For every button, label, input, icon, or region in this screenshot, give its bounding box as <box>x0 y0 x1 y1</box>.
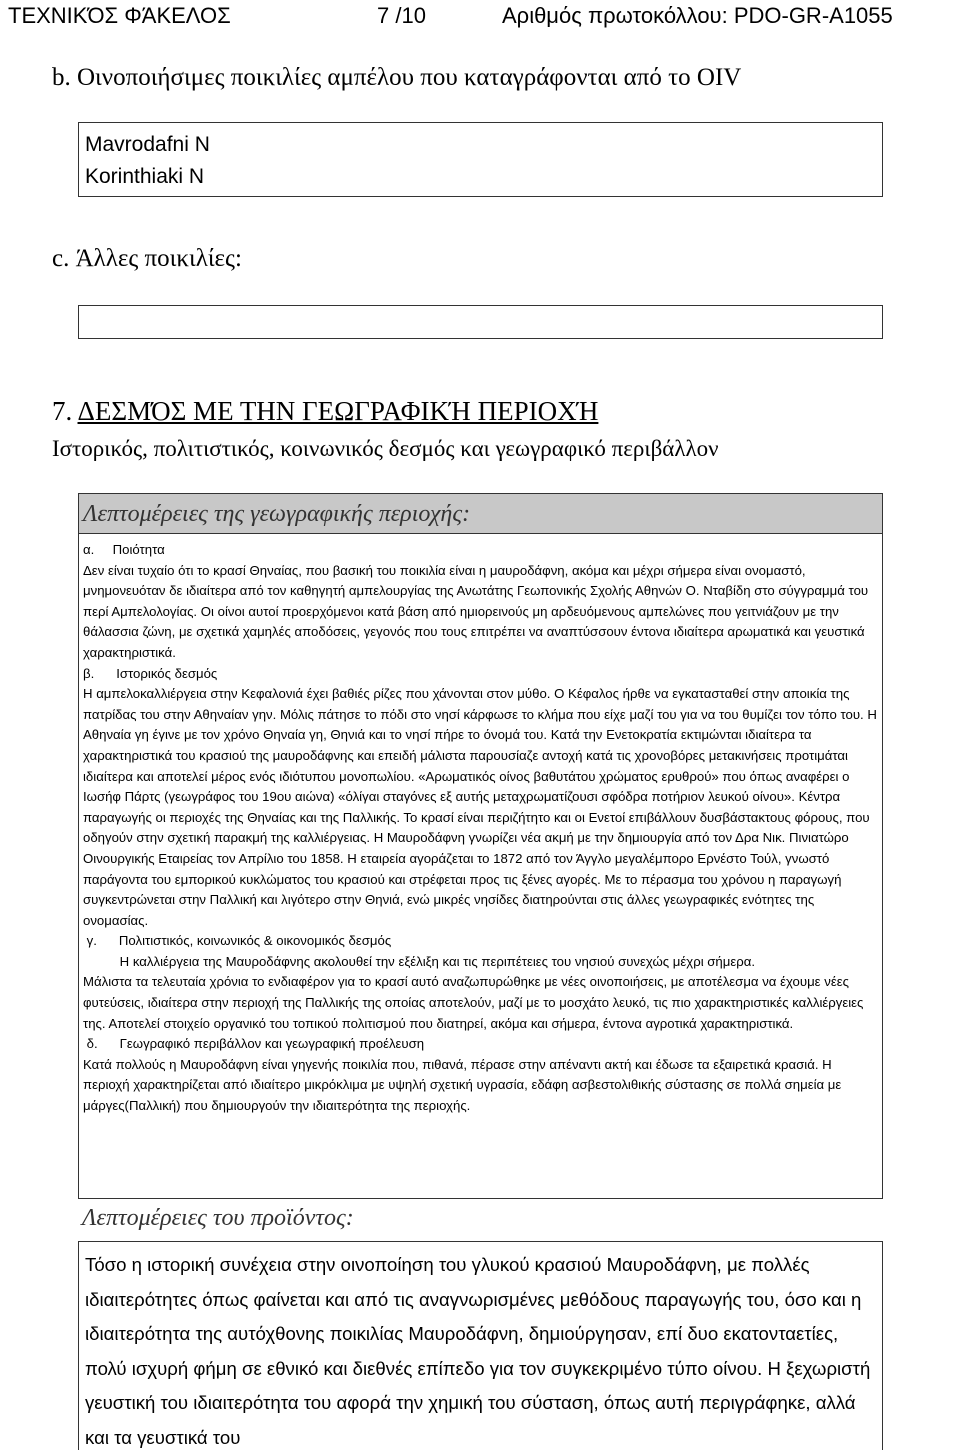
section-7-subtitle: Ιστορικός, πολιτιστικός, κοινωνικός δεσμός και γεωγραφικό περιβάλλον <box>52 436 719 461</box>
product-details-header: Λεπτομέρειες του προϊόντος: <box>82 1205 354 1231</box>
product-details-text: Τόσο η ιστορική συνέχεια στην οινοποίηση του γλυκού κρασιού Μαυροδάφνη, με πολλές ιδιαιτερότητες όπως φαίνεται και από τις αναγνωρισμένες μεθόδους παραγωγής του, όσο και η ιδιαιτερότητα της αυτόχθονης ποικιλίας Μαυροδάφνη, δημιούργησαν, επί δυο εκατονταετίες, πολύ ισχυρή φήμη σε εθνικό και διεθνές επίπεδο για τον συγκεκριμένο τύπο οίνου. Η ξεχωριστή γευστική του ιδιαιτερότητα του αφορά την χημική του σύσταση, όπως αυτή περιγράφηκε, αλλά και τα γευστικά του <box>85 1254 871 1448</box>
quality-label: α. Ποιότητα <box>83 542 165 557</box>
geographic-area-box <box>78 493 883 1199</box>
cultural-link-label: γ. Πολιτιστικός, κοινωνικός & οικονομικός δεσμός <box>83 933 392 949</box>
geographic-area-body <box>79 534 882 1117</box>
variety-item: Mavrodafni N <box>85 133 210 156</box>
quality-text: Δεν είναι τυχαίο ότι το κρασί Θηναίας, που βασική του ποικιλία είναι η μαυροδάφνη, ακόμα και μέχρι σήμερα είναι ονομαστό, μνημονευόταν δε ιδιαίτερα από τον καθηγητή αμπελουργίας της Ανωτάτης Γεωπονικής Σχολής Αθηνών Ο. Νταβίδη στο σύγγραμμά του περί Αμπελολογίας. Οι οίνοι αυτοί προερχόμενοι κατά βάση από ημιορεινούς μη αρδευόμενους αμπελώνες που γειτνιάζουν με την θάλασσια ζώνη, με σχετικά χαμηλές αποδόσεις, γεγονός που τους επιτρέπει να αναπτύσσουν έντονα ιδιαίτερα αρωματικά και γευστικά χαρακτηριστικά. <box>83 562 869 660</box>
variety-item: Korinthiaki N <box>85 165 205 188</box>
section-7-heading <box>52 394 598 428</box>
document-title: ΤΕΧΝΙΚΌΣ ΦΆΚΕΛΟΣ <box>8 3 231 28</box>
cultural-link-first-line: Η καλλιέργεια της Μαυροδάφνης ακολουθεί την εξέλιξη και τις περιπέτειες του νησιού συνεχώς μέχρι σήμερα. <box>83 953 756 969</box>
protocol-number: Αριθμός πρωτοκόλλου: PDO-GR-A1055 <box>502 3 893 28</box>
varieties-box <box>78 122 883 197</box>
page-number: 7 /10 <box>377 3 426 28</box>
section-title: ΔΕΣΜΌΣ ΜΕ ΤΗΝ ΓΕΩΓΡΑΦΙΚΉ ΠΕΡΙΟΧΉ <box>77 396 599 426</box>
geographic-environment-text: Κατά πολλούς η Μαυροδάφνη είναι γηγενής ποικιλία που, πιθανά, πέρασε στην απέναντι ακτή και έδωσε τα εξαιρετικά κρασιά. Η περιοχή χαρακτηρίζεται από ιδιαίτερο μικρόκλιμα με υψηλή σχετική υγρασία, εδάφη ασβεστολιθικής σύστασης σε πολλά σημεία με μάργες(Παλλική) που δημιουργούν την ιδιαιτερότητα της περιοχής. <box>83 1056 842 1114</box>
historical-link-label: β. Ιστορικός δεσμός <box>83 665 218 681</box>
page-header <box>0 0 960 34</box>
section-c-heading: c. Άλλες ποικιλίες: <box>52 245 242 272</box>
product-details-box <box>78 1241 883 1450</box>
other-varieties-box <box>78 305 883 339</box>
historical-link-text: Η αμπελοκαλλιέργεια στην Κεφαλονιά έχει βαθιές ρίζες που χάνονται στον μύθο. Ο Κέφαλος ήρθε να εγκατασταθεί στην αποικία της πατρίδας του στην Αθηναίαν γην. Μόλις πάτησε το πόδι στο νησί κάρφωσε το κλήμα που είχε μαζί του για να του θυμίζει τον τόπο του. Η Αθηναία γη έγινε με τον χρόνο Θηναία γη, Θηνιά και το νησί πήρε το όνομά του. Κατά την Ενετοκρατία εκτιμώνται ιδιαίτερα τα χαρακτηριστικά του κρασιού της μαυροδάφνης και επειδή μάλιστα παρουσίαζε αντοχή κατά τις χρονοβόρες μετακινήσεις προτιμάται ιδιαίτερα και αποτελεί μέρος ενός ιδιότυπου μονοπωλίου. «Αρωματικός οίνος βαθυτάτου χρώματος ερυθρού» που όπως αναφέρει ο Ιωσήφ Πάρτς (γεωγράφος του 19ου αιώνα) «όλίγαι σταγόνες εξ αυτής μεταχρωματίζουσι σφόδρα ποτήριον λευκού οίνου». Κέντρα παραγωγής οι περιοχές της Θηναίας και της Παλλικής. Το κρασί είναι περιζήτητο και οι Ενετοί επιβάλλουν δυσβάστακτους φόρους, που οδηγούν στην σχετική παρακμή της καλλιέργειας. Η Μαυροδάφνη γνωρίζει νέα ακμή με την δημιουργία από τον Δρα Νικ. Πινιατώρο Οινουργικής Εταιρείας τον Απρίλιο του 1858. Η εταιρεία αγοράζεται το 1872 από τον Άγγλο μεγαλέμπορο Ερνέστο Τούλ, γνωστό παράγοντα του εμπορικού κυκλώματος του κρασιού και στρέφεται προς τις ξένες αγορές. Με το πέρασμα του χρόνου η παραγωγή συγκεντρώνεται στην Παλλική και λιγότερο στην Θηνιά, ενώ μικρές νησίδες διατηρούνται στις άλλες γεωγραφικές ενότητες της ονομασίας. <box>83 686 877 928</box>
cultural-link-text: Μάλιστα τα τελευταία χρόνια το ενδιαφέρον για το κρασί αυτό αναζωπυρώθηκε με νέες οινοποιήσεις, με αποτέλεσμα να έχουμε νέες φυτεύσεις, ιδιαίτερα στην περιοχή της Παλλικής της οποίας αποτελούν, μαζί με το μοσχάτο λευκό, τις πιο χαρακτηριστικές καλλιέργειες της. Αποτελεί στοιχείο οργανικό του τοπικού πολιτισμού που διατηρεί, ακόμα και σήμερα, έντονα αγροτικά χαρακτηριστικά. <box>83 974 864 1031</box>
geographic-environment-label: δ. Γεωγραφικό περιβάλλον και γεωγραφική προέλευση <box>83 1036 425 1052</box>
section-number: 7. <box>52 396 78 426</box>
geographic-area-header: Λεπτομέρειες της γεωγραφικής περιοχής: <box>79 494 882 534</box>
section-b-heading: b. Οινοποιήσιμες ποικιλίες αμπέλου που καταγράφονται από το OIV <box>52 64 742 91</box>
